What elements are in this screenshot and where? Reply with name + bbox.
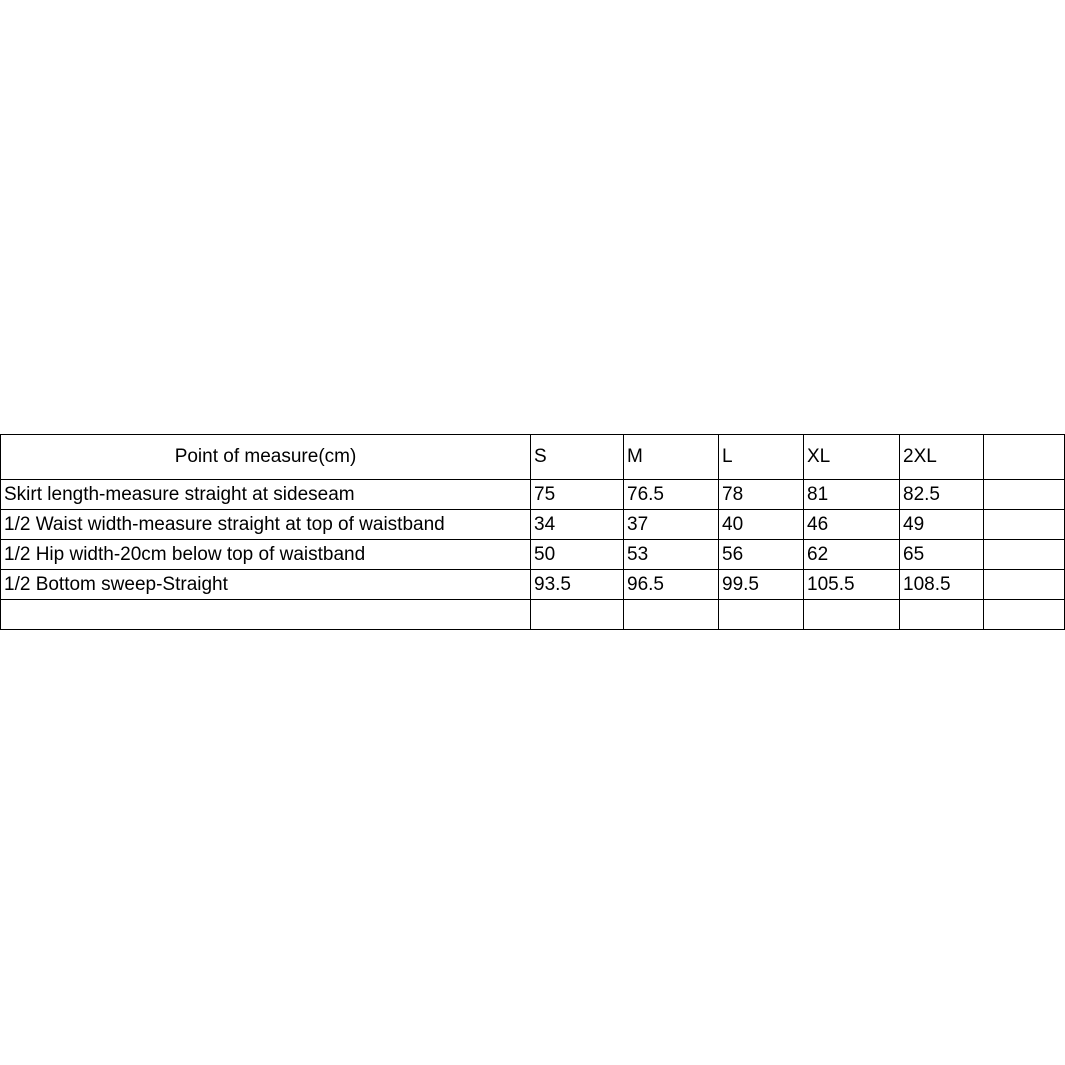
table-row — [1, 570, 1065, 600]
measure-value — [719, 600, 804, 630]
table-row — [1, 480, 1065, 510]
measure-value: 96.5 — [624, 570, 719, 600]
measure-value — [531, 600, 624, 630]
measure-value: 49 — [900, 510, 984, 540]
measure-label: Skirt length-measure straight at sideseam — [1, 480, 531, 510]
measure-value: 40 — [719, 510, 804, 540]
table-row — [1, 540, 1065, 570]
measure-value — [984, 570, 1065, 600]
measure-value: 65 — [900, 540, 984, 570]
measure-value — [900, 600, 984, 630]
measure-value: 75 — [531, 480, 624, 510]
measure-value — [624, 600, 719, 630]
measure-value: 105.5 — [804, 570, 900, 600]
size-header-m: M — [624, 435, 719, 480]
measure-value — [804, 600, 900, 630]
measure-value: 46 — [804, 510, 900, 540]
measure-label: 1/2 Waist width-measure straight at top of waistband — [1, 510, 531, 540]
header-row — [1, 435, 1065, 480]
size-header-s: S — [531, 435, 624, 480]
measure-value: 99.5 — [719, 570, 804, 600]
measure-value: 53 — [624, 540, 719, 570]
measure-value — [984, 600, 1065, 630]
measure-value: 108.5 — [900, 570, 984, 600]
measure-value — [984, 540, 1065, 570]
table-row — [1, 510, 1065, 540]
measure-value: 93.5 — [531, 570, 624, 600]
size-header-2xl: 2XL — [900, 435, 984, 480]
measure-value: 82.5 — [900, 480, 984, 510]
table-row-empty — [1, 600, 1065, 630]
measure-value: 56 — [719, 540, 804, 570]
size-header-empty — [984, 435, 1065, 480]
measure-value: 81 — [804, 480, 900, 510]
measure-value: 62 — [804, 540, 900, 570]
measure-value — [984, 480, 1065, 510]
measure-value: 76.5 — [624, 480, 719, 510]
measure-label — [1, 600, 531, 630]
measure-value: 34 — [531, 510, 624, 540]
size-header-xl: XL — [804, 435, 900, 480]
size-chart-table — [0, 434, 1065, 630]
size-header-l: L — [719, 435, 804, 480]
measure-value: 37 — [624, 510, 719, 540]
measure-label: 1/2 Hip width-20cm below top of waistband — [1, 540, 531, 570]
measure-label: 1/2 Bottom sweep-Straight — [1, 570, 531, 600]
measure-value: 50 — [531, 540, 624, 570]
measure-value — [984, 510, 1065, 540]
measure-value: 78 — [719, 480, 804, 510]
pom-header-cell: Point of measure(cm) — [1, 435, 531, 480]
